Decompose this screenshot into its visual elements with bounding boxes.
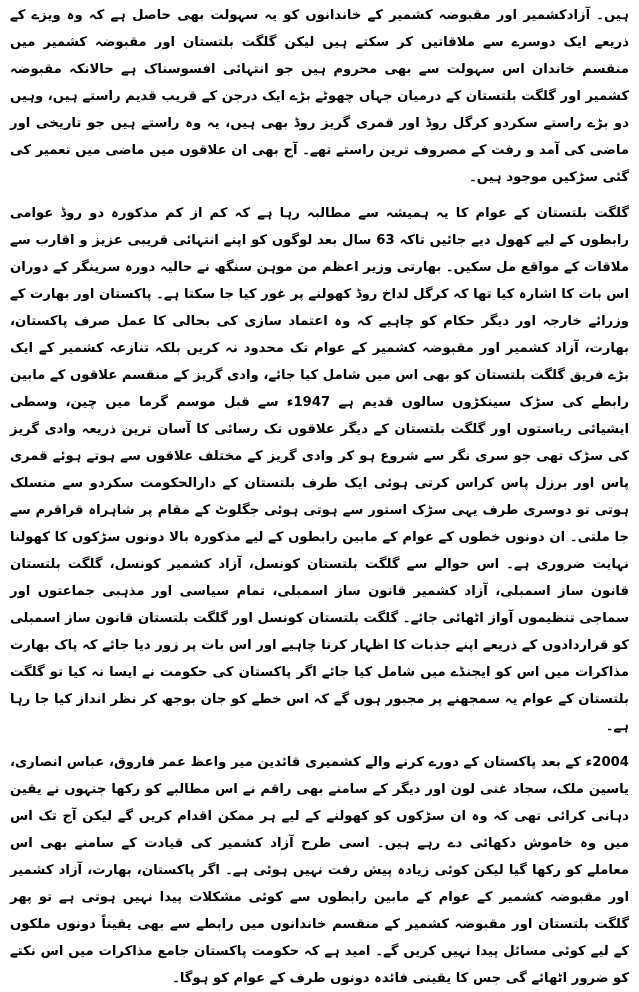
article-paragraph-1: ہیں۔ آزادکشمیر اور مقبوضہ کشمیر کے خاندانوں کو یہ سہولت بھی حاصل ہے کہ وہ ویزے کے ذریعے ایک دوسرے سے ملاقاتیں کر سکتے ہیں لیکن گلگت بلتستان اور مقبوضہ کشمیر میں منقسم خاندان اس سہولت سے بھی محروم ہیں جو انتہائی افسوسناک ہے حالانکہ مقبوضہ کشمیر اور گلگت بلتستان کے درمیان جہاں چھوٹے بڑے ایک درجن کے قریب قدیم راستے ہیں، وہیں دو بڑے راستے سکردو کرگل روڈ اور قمری گریز روڈ بھی ہیں، یہ وہ راستے ہیں جو تاریخی اور ماضی کی آمد و رفت کے مصروف ترین راستے تھے۔ آج بھی ان علاقوں میں ماضی میں تعمیر کی گئی سڑکیں موجود ہیں۔ xyxy=(10,8,629,185)
article-paragraph-3: 2004ء کے بعد پاکستان کے دورے کرنے والے کشمیری قائدین میر واعظ عمر فاروق، عباس انصاری، یاسین ملک، سجاد غنی لون اور دیگر کے سامنے بھی راقم نے اس مطالبے کو رکھا جنہوں نے یقین دہانی کرائی تھی کہ وہ ان سڑکوں کو کھولنے کے لیے ہر ممکن اقدام کریں گے لیکن آج تک اس میں وہ خاموش دکھائی دے رہے ہیں۔ اسی طرح آزاد کشمیر کی قیادت کے سامنے بھی اس معاملے کو رکھا گیا لیکن کوئی زیادہ پیش رفت نہیں ہوئی ہے۔ اگر پاکستان، بھارت، آزاد کشمیر اور مقبوضہ کشمیر کے عوام کے مابین رابطوں سے کوئی مشکلات پیدا نہیں ہوتی ہے تو پھر گلگت بلتستان اور مقبوضہ کشمیر کے منقسم خاندانوں میں رابطے سے بھی یقیناً دونوں ملکوں کے لیے کوئی مسائل پیدا نہیں کریں گے۔ امید ہے کہ حکومت پاکستان جامع مذاکرات میں اس نکتے کو ضرور اٹھائے گی جس کا یقینی فائدہ دونوں طرف کے عوام کو ہوگا۔ xyxy=(10,755,629,986)
article-paragraph-2: گلگت بلتستان کے عوام کا یہ ہمیشہ سے مطالبہ رہا ہے کہ کم از کم مذکورہ دو روڈ عوامی رابطوں کے لیے کھول دیے جائیں تاکہ 63 سال بعد لوگوں کو اپنے انتہائی قریبی عزیز و اقارب سے ملاقات کے مواقع مل سکیں۔ بھارتی وزیر اعظم من موہن سنگھ نے حالیہ دورہ سرینگر کے دوران اس بات کا اشارہ کیا تھا کہ کرگل لداخ روڈ کھولنے پر غور کیا جا سکتا ہے۔ پاکستان اور بھارت کے وزرائے خارجہ اور دیگر حکام کو چاہیے کہ وہ اعتماد سازی کی بحالی کا عمل صرف پاکستان، بھارت، آزاد کشمیر اور مقبوضہ کشمیر کے عوام تک محدود نہ کریں بلکہ تنازعہ کشمیر کے ایک بڑے فریق گلگت بلتستان کو بھی اس میں شامل کیا جائے، وادی گریز کے منقسم علاقوں کے مابین رابطے کی سڑک سینکڑوں سالوں قدیم ہے 1947ء سے قبل موسم گرما میں چین، وسطی ایشیائی ریاستوں اور گلگت بلتستان کے دیگر علاقوں تک رسائی کا آسان ترین ذریعہ وادی گریز کی سڑک تھی جو سری نگر سے شروع ہو کر وادی گریز کے مختلف علاقوں سے ہوتے ہوئے قمری پاس اور برزل پاس کراس کرتی ہوئی ایک طرف بلتستان کے دارالحکومت سکردو سے منسلک ہوتی تو دوسری طرف یہی سڑک استور سے ہوتی ہوئی جگلوٹ کے مقام پر شاہراہ قراقرم سے جا ملتی۔ ان دونوں خطوں کے عوام کے مابین رابطوں کے لیے مذکورہ بالا دونوں سڑکوں کا کھولنا نہایت ضروری ہے۔ اس حوالے سے گلگت بلتستان کونسل، آزاد کشمیر کونسل، گلگت بلتستان قانون ساز اسمبلی، آزاد کشمیر قانون ساز اسمبلی، تمام سیاسی اور مذہبی جماعتوں اور سماجی تنظیموں آواز اٹھائی جائے۔ گلگت بلتستان کونسل اور گلگت بلتستان قانون ساز اسمبلی کو قراردادوں کے ذریعے اپنے جذبات کا اظہار کرنا چاہیے اور اس بات پر زور دیا جائے کہ پاک بھارت مذاکرات میں اس کو ایجنڈے میں شامل کیا جائے اگر پاکستان کی حکومت نے ایسا نہ کیا تو گلگت بلتستان کے عوام یہ سمجھنے پر مجبور ہوں گے کہ اس خطے کو جان بوجھ کر نظر انداز کیا جا رہا ہے۔ xyxy=(10,206,629,734)
